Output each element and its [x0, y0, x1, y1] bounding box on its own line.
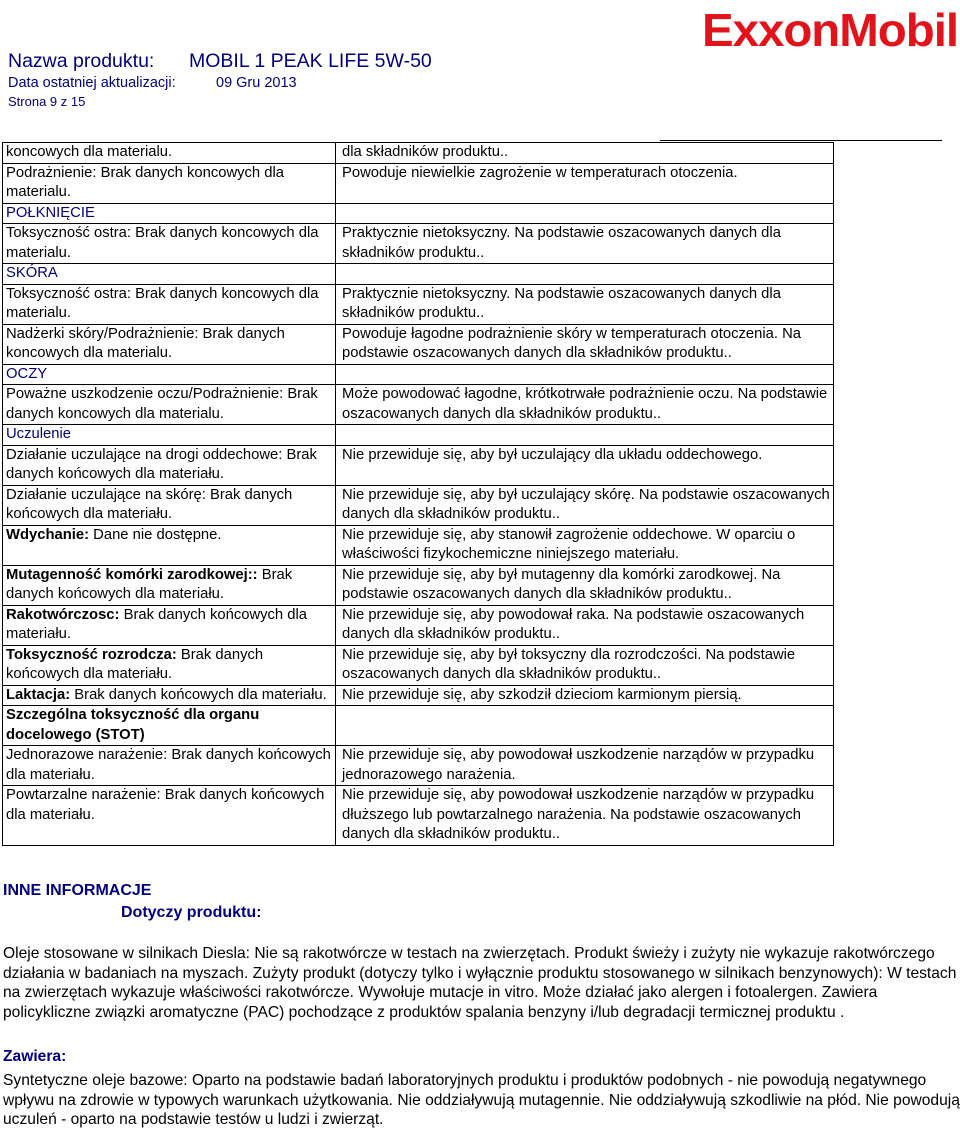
table-cell-assessment: Powoduje niewielkie zagrożenie w temperaturach otoczenia. — [336, 163, 834, 203]
hazard-text: Powtarzalne narażenie: Brak danych końcowych dla materiału. — [6, 787, 325, 823]
table-row — [3, 706, 834, 746]
table-cell-hazard — [3, 163, 336, 203]
hazard-label: Rakotwórczosc: — [6, 606, 120, 623]
update-date-label: Data ostatniej aktualizacji: — [8, 75, 176, 91]
table-row — [3, 605, 834, 645]
table-row — [3, 485, 834, 525]
table-cell-hazard — [3, 425, 336, 446]
table-cell-hazard — [3, 565, 336, 605]
table-cell-hazard — [3, 143, 336, 164]
section-heading: Uczulenie — [6, 426, 71, 442]
hazard-text: Poważne uszkodzenie oczu/Podrażnienie: Brak danych koncowych dla materialu. — [6, 386, 318, 422]
table-row — [3, 746, 834, 786]
hazard-text: Podrażnienie: Brak danych koncowych dla materialu. — [6, 164, 285, 200]
table-cell-hazard — [3, 685, 336, 706]
section-heading: SKÓRA — [6, 265, 58, 281]
table-row — [3, 645, 834, 685]
table-cell-assessment: dla składników produktu.. — [336, 143, 834, 164]
table-cell-hazard — [3, 706, 336, 746]
table-row — [3, 385, 834, 425]
table-cell-hazard — [3, 324, 336, 364]
table-row — [3, 364, 834, 385]
hazard-text: Brak danych końcowych dla materiału. — [6, 566, 293, 602]
table-cell-hazard — [3, 364, 336, 385]
applies-to-product-heading: Dotyczy produktu: — [121, 904, 262, 921]
table-row — [3, 685, 834, 706]
table-row — [3, 786, 834, 846]
table-cell-assessment — [336, 203, 834, 224]
contains-heading: Zawiera: — [3, 1048, 67, 1065]
other-info-paragraph: Oleje stosowane w silnikach Diesla: Nie są rakotwórcze w testach na zwierzętach. Produkt świeży i zużyty nie wykazuje rakotwórczego działania w badaniach na myszach. Zużyty produkt (dotyczy tylko i wyłącznie produktu stosowanego w silnikach benzynowych): W testach na zwierzętach wykazuje właściwości rakotwórcze. Wywołuje mutacje in vitro. Może działać jako alergen i fotoalergen. Zawiera policykliczne związki aromatyczne (PAC) pochodzące z produktów spalania benzyny i/lub degradacji termicznej produktu . — [3, 945, 957, 1021]
table-row — [3, 224, 834, 264]
table-cell-assessment: Nie przewiduje się, aby szkodził dzieciom karmionym piersią. — [336, 685, 834, 706]
table-cell-hazard — [3, 786, 336, 846]
hazard-label: Toksyczność rozrodcza: — [6, 646, 177, 663]
table-cell-assessment — [336, 364, 834, 385]
table-row — [3, 425, 834, 446]
hazard-text: Brak danych końcowych dla materiału. — [70, 686, 327, 703]
table-cell-assessment: Praktycznie nietoksyczny. Na podstawie oszacowanych danych dla składników produktu.. — [336, 284, 834, 324]
svg-text:ExxonMobil: ExxonMobil — [702, 4, 958, 54]
table-cell-hazard — [3, 224, 336, 264]
table-cell-hazard — [3, 525, 336, 565]
table-cell-hazard — [3, 746, 336, 786]
table-row — [3, 163, 834, 203]
table-cell-hazard — [3, 485, 336, 525]
hazard-text: Nadżerki skóry/Podrażnienie: Brak danych koncowych dla materialu. — [6, 325, 285, 361]
section-heading: POŁKNIĘCIE — [6, 204, 95, 221]
table-cell-assessment: Nie przewiduje się, aby powodował uszkodzenie narządów w przypadku jednorazowego narażenia. — [336, 746, 834, 786]
hazard-text: Toksyczność ostra: Brak danych koncowych dla materialu. — [6, 225, 319, 261]
hazard-label: Szczególna toksyczność dla organu docelowego (STOT) — [6, 707, 260, 743]
table-cell-assessment: Nie przewiduje się, aby był mutagenny dla komórki zarodkowej. Na podstawie oszacowanych danych dla składników produktu.. — [336, 565, 834, 605]
table-cell-assessment: Może powodować łagodne, krótkotrwałe podrażnienie oczu. Na podstawie oszacowanych danych dla składników produktu.. — [336, 385, 834, 425]
table-cell-hazard — [3, 605, 336, 645]
product-name: MOBIL 1 PEAK LIFE 5W-50 — [189, 50, 432, 72]
table-cell-assessment — [336, 425, 834, 446]
table-cell-assessment: Nie przewiduje się, aby stanowił zagrożenie oddechowe. W oparciu o właściwości fizykochemiczne niniejszego materiału. — [336, 525, 834, 565]
table-cell-assessment — [336, 264, 834, 285]
update-date: 09 Gru 2013 — [216, 75, 297, 91]
table-cell-hazard — [3, 645, 336, 685]
update-date-line — [8, 75, 297, 91]
table-cell-assessment: Nie przewiduje się, aby był uczulający dla układu oddechowego. — [336, 445, 834, 485]
table-row — [3, 143, 834, 164]
table-cell-assessment: Nie przewiduje się, aby był toksyczny dla rozrodczości. Na podstawie oszacowanych danych dla składników produktu.. — [336, 645, 834, 685]
table-row — [3, 525, 834, 565]
hazard-label: Mutagenność komórki zarodkowej:: — [6, 566, 258, 583]
table-cell-assessment: Praktycznie nietoksyczny. Na podstawie oszacowanych danych dla składników produktu.. — [336, 224, 834, 264]
hazard-text: Brak danych końcowych dla materiału. — [6, 646, 264, 682]
table-cell-hazard — [3, 284, 336, 324]
other-info-heading: INNE INFORMACJE — [3, 882, 152, 899]
page-number: Strona 9 z 15 — [8, 94, 86, 109]
table-cell-assessment — [336, 706, 834, 746]
table-row — [3, 284, 834, 324]
table-cell-assessment: Nie przewiduje się, aby był uczulający skórę. Na podstawie oszacowanych danych dla składników produktu.. — [336, 485, 834, 525]
hazard-label: Laktacja: — [6, 686, 71, 703]
hazard-text: Jednorazowe narażenie: Brak danych końcowych dla materiału. — [6, 747, 331, 783]
table-cell-hazard — [3, 264, 336, 285]
contains-paragraph: Syntetyczne oleje bazowe: Oparto na podstawie badań laboratoryjnych produktu i produktów podobnych - nie powodują negatywnego wpływu na zdrowie w typowych warunkach użytkowania. Nie oddziaływują mutagennie. Nie oddziaływują szkodliwie na płód. Nie powodują uczuleń - oparto na podstawie testów u ludzi i zwierząt. — [3, 1072, 960, 1128]
table-cell-hazard — [3, 445, 336, 485]
product-name-line — [8, 50, 432, 73]
table-cell-assessment: Nie przewiduje się, aby powodował uszkodzenie narządów w przypadku dłuższego lub powtarzalnego narażenia. Na podstawie oszacowanych danych dla składników produktu.. — [336, 786, 834, 846]
table-cell-assessment: Powoduje łagodne podrażnienie skóry w temperaturach otoczenia. Na podstawie oszacowanych danych dla składników produktu.. — [336, 324, 834, 364]
exxonmobil-logo — [700, 2, 960, 54]
hazard-text: Brak danych końcowych dla materiału. — [6, 606, 308, 642]
table-row — [3, 324, 834, 364]
hazard-text: koncowych dla materialu. — [6, 144, 173, 160]
hazard-label: Wdychanie: — [6, 526, 90, 543]
table-cell-hazard — [3, 203, 336, 224]
hazard-text: Działanie uczulające na skórę: Brak danych końcowych dla materiału. — [6, 486, 293, 522]
table-cell-hazard — [3, 385, 336, 425]
hazard-text: Dane nie dostępne. — [89, 526, 222, 543]
section-heading: OCZY — [6, 365, 48, 382]
table-row — [3, 264, 834, 285]
toxicity-table — [2, 142, 834, 846]
product-name-label: Nazwa produktu: — [8, 50, 155, 72]
table-row — [3, 445, 834, 485]
hazard-text: Toksyczność ostra: Brak danych koncowych dla materialu. — [6, 285, 319, 321]
header-rule — [660, 140, 942, 141]
hazard-text: Działanie uczulające na drogi oddechowe: Brak danych końcowych dla materiału. — [6, 446, 317, 482]
table-row — [3, 565, 834, 605]
table-cell-assessment: Nie przewiduje się, aby powodował raka. Na podstawie oszacowanych danych dla składników produktu.. — [336, 605, 834, 645]
table-row — [3, 203, 834, 224]
